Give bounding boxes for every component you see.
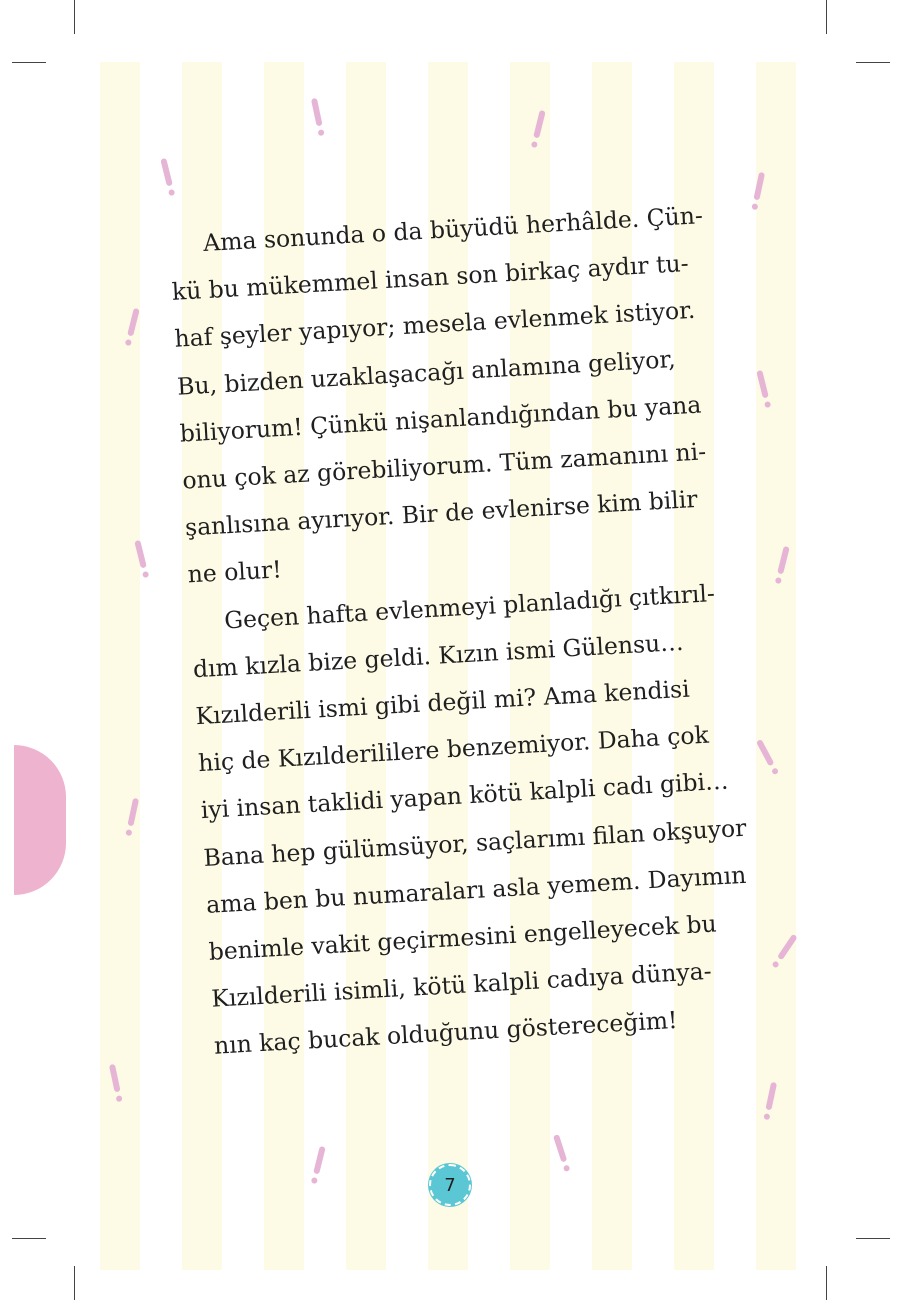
text-line: Bana hep gülümsüyor, saçlarımı filan okşuyor [202,813,748,872]
text-line: haf şeyler yapıyor; mesela evlenmek istiyor. [173,296,696,354]
text-line: benimle vakit geçirmesini engelleyecek bu [208,909,718,966]
crop-mark [856,62,890,63]
crop-mark [74,1266,75,1300]
page-number-badge: 7 [429,1164,471,1206]
crop-mark [826,0,827,34]
paragraph-2 [189,568,774,1071]
text-line: ne olur! [186,555,283,589]
text-line: Bu, bizden uzaklaşacağı anlamına geliyor, [176,344,677,401]
text-line: ama ben bu numaraları asla yemem. Dayımın [205,860,747,919]
text-line: Kızılderili ismi gibi değil mi? Ama kendisi [194,674,691,731]
crop-mark [826,1266,827,1300]
text-line: iyi insan taklidi yapan kötü kalpli cadı gibi… [200,767,730,825]
text-line: kü bu mükemmel insan son birkaç aydır tu- [171,249,690,307]
text-line: Kızılderili isimli, kötü kalpli cadıya dünya- [210,957,713,1014]
text-line: nın kaç bucak olduğunu göstereceğim! [213,1006,679,1061]
text-line: dım kızla bize geldi. Kızın ismi Gülensu… [192,627,685,684]
crop-mark [74,0,75,34]
text-line: hiç de Kızılderililere benzemiyor. Daha çok [197,720,710,778]
story-text [168,191,775,1071]
pink-half-circle-decoration [14,745,66,895]
text-line: Geçen hafta evlenmeyi planladığı çıtkırıl- [223,578,716,635]
text-line: şanlısına ayırıyor. Bir de evlenirse kim bilir [184,485,699,542]
text-line: biliyorum! Çünkü nişanlandığından bu yana [179,390,702,448]
text-line: Ama sonunda o da büyüdü herhâlde. Çün- [202,201,704,258]
paragraph-1 [168,191,748,599]
text-line: onu çok az görebiliyorum. Tüm zamanını ni- [181,437,707,495]
crop-mark [12,62,46,63]
crop-mark [856,1238,890,1239]
crop-mark [12,1238,46,1239]
